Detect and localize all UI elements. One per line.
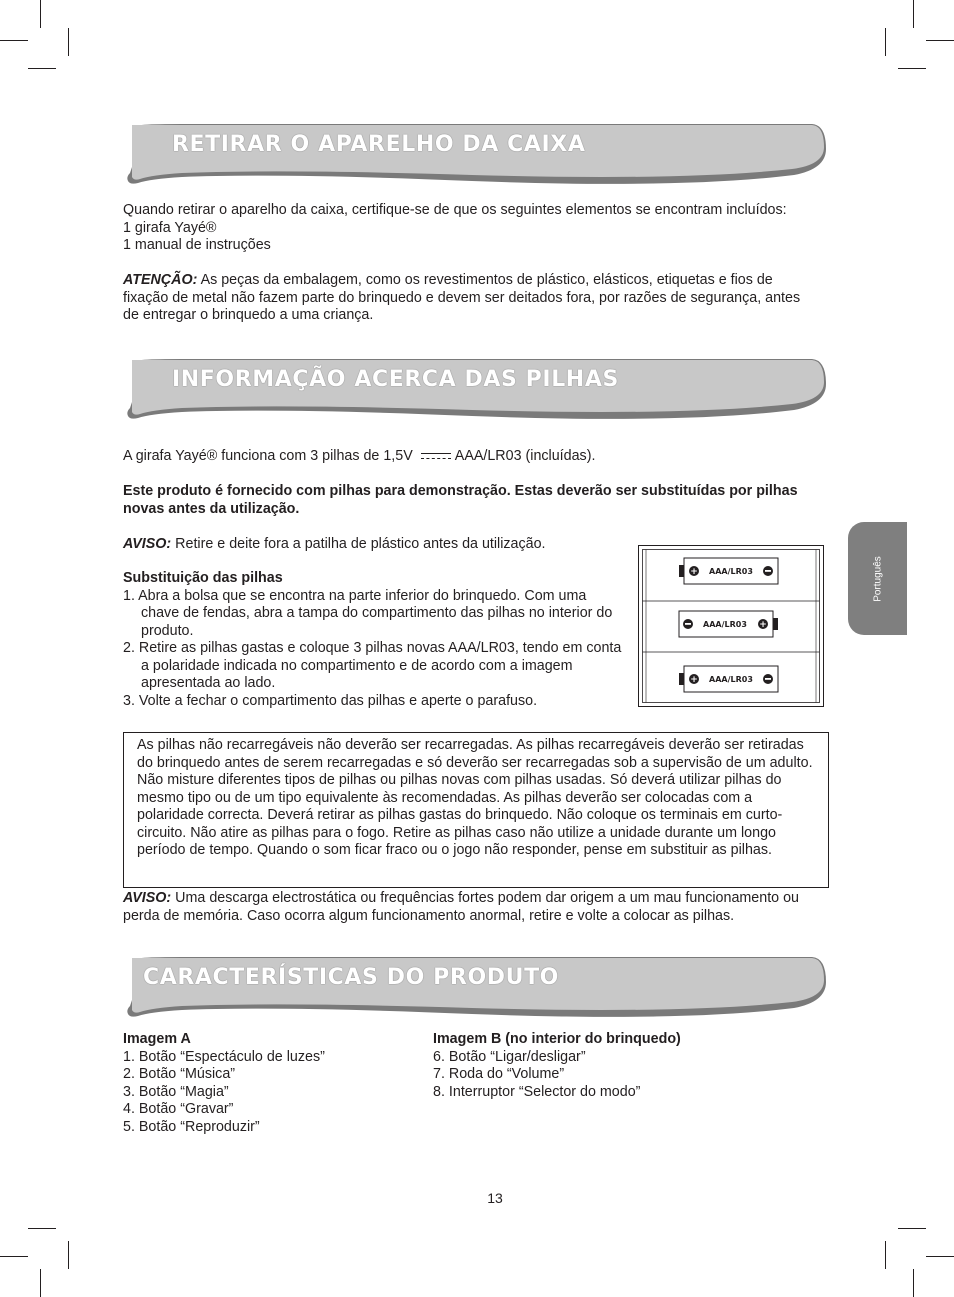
warning-label: ATENÇÃO: <box>123 272 198 288</box>
battery-compartment-diagram <box>638 545 824 707</box>
list-item: 6. Botão “Ligar/desligar” <box>433 1048 586 1065</box>
crop-mark <box>0 1256 28 1257</box>
crop-mark <box>913 0 914 28</box>
section-banner-features <box>122 956 828 1020</box>
crop-mark <box>926 40 954 41</box>
section-banner-unbox <box>122 123 828 187</box>
aviso2-text: Uma descarga electrostática ou frequências fortes podem dar origem a um mau funcionamento ou perda de memória. Caso ocorra algum funcionamento anormal, retire e volte a colocar as pilhas. <box>123 890 800 924</box>
battery <box>679 558 778 584</box>
aviso2-note <box>123 890 813 925</box>
battery-label: AAA/LR03 <box>709 675 753 684</box>
list-item: 1. Botão “Espectáculo de luzes” <box>123 1048 325 1065</box>
crop-mark <box>68 28 69 56</box>
battery-requirement-text: A girafa Yayé® funciona com 3 pilhas de 1,5V <box>123 448 413 464</box>
list-item: 2. Botão “Música” <box>123 1066 236 1082</box>
replace-steps <box>123 588 623 711</box>
image-a-title: Imagem A <box>123 1031 191 1047</box>
crop-mark <box>28 1228 56 1229</box>
list-item: 3. Volte a fechar o compartimento das pilhas e aperte o parafuso. <box>123 692 538 709</box>
crop-mark <box>913 1269 914 1297</box>
section-title: INFORMAÇÃO ACERCA DAS PILHAS <box>172 367 619 392</box>
list-item: 8. Interruptor “Selector do modo” <box>433 1083 641 1100</box>
dc-symbol-icon <box>421 451 451 461</box>
aviso-text: Retire e deite fora a patilha de plástico antes da utilização. <box>171 535 546 552</box>
section-title: CARACTERÍSTICAS DO PRODUTO <box>143 965 559 990</box>
unbox-intro: Quando retirar o aparelho da caixa, certifique-se de que os seguintes elementos se encontram incluídos: <box>123 202 787 218</box>
list-item: 1. Abra a bolsa que se encontra na parte inferior do brinquedo. Com uma chave de fendas, abra a tampa do compartimento das pilhas no interior do produto. <box>123 587 613 639</box>
batteries-text <box>123 448 823 553</box>
svg-text:+: + <box>759 620 767 630</box>
image-b-title: Imagem B (no interior do brinquedo) <box>433 1031 681 1047</box>
crop-mark <box>898 1228 926 1229</box>
replacement-instructions <box>123 570 623 710</box>
crop-mark <box>926 1256 954 1257</box>
unbox-item: 1 girafa Yayé® <box>123 219 217 236</box>
aviso-label: AVISO: <box>123 535 172 552</box>
battery-label: AAA/LR03 <box>709 567 753 576</box>
language-tab <box>848 522 907 635</box>
replace-heading: Substituição das pilhas <box>123 570 283 586</box>
crop-mark <box>28 68 56 69</box>
image-a-list <box>123 1031 423 1136</box>
list-item: 7. Roda do “Volume” <box>433 1066 565 1082</box>
crop-mark <box>0 40 28 41</box>
safety-text: As pilhas não recarregáveis não deverão ser recarregadas. As pilhas recarregáveis deverão ser retiradas do brinquedo antes de serem recarregadas e só deverão ser recarregadas sob a supervisão de um adulto. Não misture diferentes tipos de pilhas ou pilhas novas com pilhas usadas. Só deverá utilizar pilhas do mesmo tipo ou de um tipo equivalente às recomendadas. As pilhas deverão ser colocadas com a polaridade correcta. Deverá retirar as pilhas gastas do brinquedo. Não coloque os terminais em curto-circuito. Não atire as pilhas para o fogo. Retire as pilhas caso não utilize a unidade durante um longo período de tempo. Quando o som ficar fraco ou o jogo não responder, pense em substituir as pilhas. <box>137 737 813 858</box>
battery <box>679 666 778 692</box>
list-item: 2. Retire as pilhas gastas e coloque 3 pilhas novas AAA/LR03, tendo em conta a polaridade indicada no compartimento e de acordo com a imagem apresentada ao lado. <box>123 640 622 691</box>
battery-requirement <box>123 448 823 466</box>
unbox-text <box>123 202 803 325</box>
crop-mark <box>885 28 886 56</box>
list-item: 3. Botão “Magia” <box>123 1083 229 1100</box>
section-banner-batteries <box>122 358 828 422</box>
svg-text:+: + <box>690 567 698 577</box>
battery <box>679 611 778 637</box>
language-tab-label: Português <box>872 555 883 602</box>
crop-mark <box>40 0 41 28</box>
svg-text:+: + <box>690 675 698 685</box>
crop-mark <box>40 1269 41 1297</box>
aviso2-label: AVISO: <box>123 890 172 906</box>
unbox-warning <box>123 272 803 325</box>
warning-text: As peças da embalagem, como os revestimentos de plástico, elásticos, etiquetas e fios de fixação de metal não fazem parte do brinquedo e devem ser deitados fora, por razões de segurança, antes de entregar o brinquedo a uma criança. <box>123 272 801 323</box>
crop-mark <box>68 1241 69 1269</box>
battery-type-text: AAA/LR03 (incluídas). <box>454 448 596 464</box>
list-item: 5. Botão “Reproduzir” <box>123 1118 260 1135</box>
section-title: RETIRAR O APARELHO DA CAIXA <box>172 132 586 157</box>
list-item: 4. Botão “Gravar” <box>123 1101 234 1117</box>
crop-mark <box>885 1241 886 1269</box>
unbox-item: 1 manual de instruções <box>123 237 271 253</box>
demo-notice: Este produto é fornecido com pilhas para demonstração. Estas deverão ser substituídas por pilhas novas antes da utilização. <box>123 483 798 517</box>
crop-mark <box>898 68 926 69</box>
battery-label: AAA/LR03 <box>703 620 747 629</box>
image-b-list <box>433 1031 813 1101</box>
page-number: 13 <box>487 1190 503 1206</box>
battery-safety-box <box>123 732 829 888</box>
